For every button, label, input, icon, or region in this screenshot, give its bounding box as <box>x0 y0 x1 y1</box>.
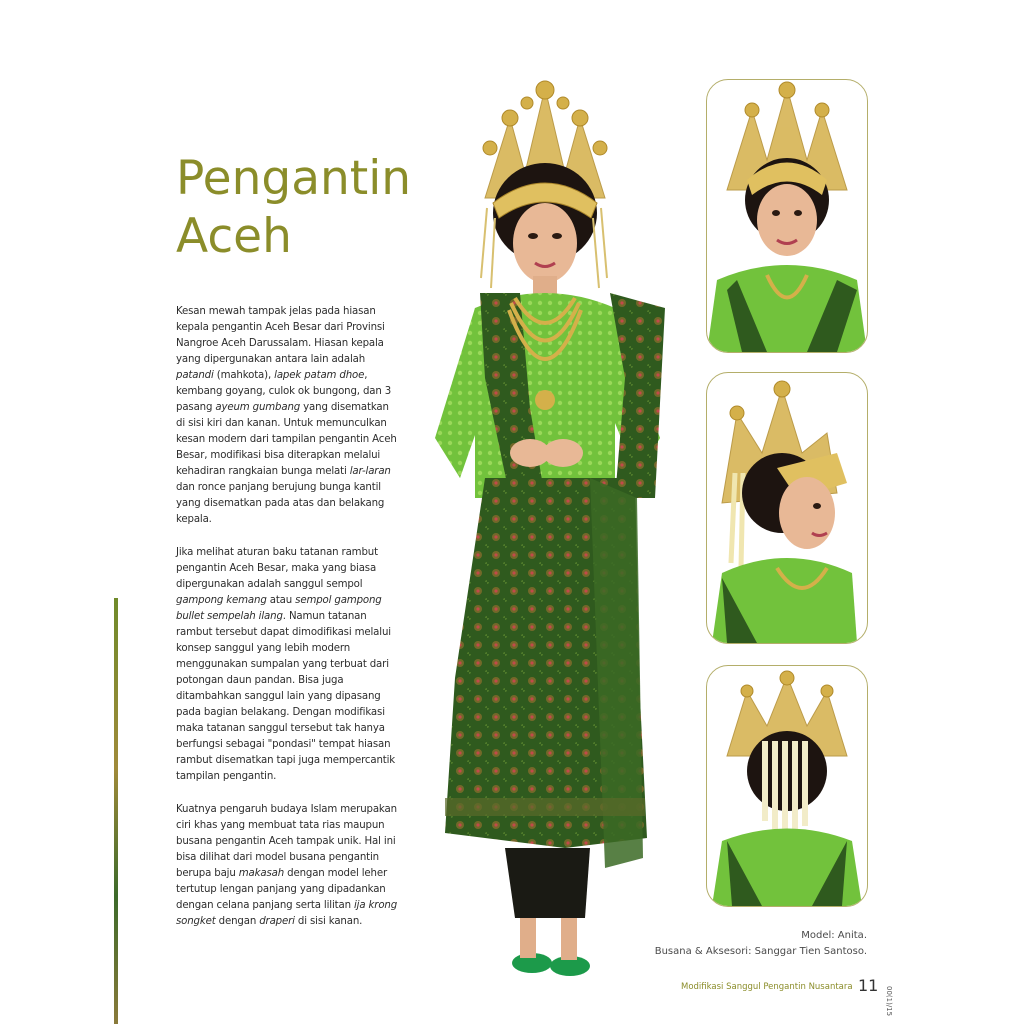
article-paragraph <box>176 802 398 930</box>
page-number: 11 <box>858 976 879 995</box>
text-run: , kembang goyang, culok ok bungong, dan 3 pasang <box>176 370 392 413</box>
article-paragraph <box>176 304 398 528</box>
credit-model: Model: Anita. <box>801 930 867 941</box>
text-run: Jika melihat aturan baku tatanan rambut pengantin Aceh Besar, maka yang biasa dipergunakan adalah sanggul sempol <box>176 547 378 590</box>
text-run: Kuatnya pengaruh budaya Islam merupakan ciri khas yang membuat tata rias maupun busana pengantin Aceh tampak unik. Hal ini bisa dilihat dari model busana pengantin berupa baju <box>176 804 397 879</box>
article-paragraph <box>176 545 398 785</box>
thumb-side-profile <box>706 372 868 644</box>
italic-term: lapek patam dhoe <box>274 370 365 381</box>
page-spine-strip <box>114 598 118 1024</box>
text-run: (mahkota), <box>213 370 275 381</box>
text-run: dengan <box>215 916 260 927</box>
title-line-1: Pengantin <box>176 151 412 206</box>
italic-term: gampong kemang <box>176 595 267 606</box>
italic-term: lar-laran <box>349 466 391 477</box>
main-bride-photo <box>415 78 695 998</box>
thumb-back-view <box>706 665 868 907</box>
italic-term: sempol gampong bullet sempelah ilang <box>176 595 382 622</box>
page-title <box>176 150 436 266</box>
italic-term: makasah <box>238 868 285 879</box>
italic-term: draperi <box>259 916 295 927</box>
credit-busana: Busana & Aksesori: Sanggar Tien Santoso. <box>654 946 867 957</box>
italic-term: ayeum gumbang <box>215 402 301 413</box>
italic-term: patandi <box>176 370 214 381</box>
photo-credits <box>655 928 867 960</box>
text-run: di sisi kanan. <box>294 916 363 927</box>
article-body <box>176 304 398 947</box>
side-print-code: 00(1)/15 <box>885 986 893 1017</box>
text-run: dengan model leher tertutup lengan panjang yang dipadankan dengan celana panjang serta lilitan <box>176 868 388 911</box>
thumb-front-portrait <box>706 79 868 353</box>
text-run: atau <box>266 595 296 606</box>
title-line-2: Aceh <box>176 209 292 264</box>
text-run: dan ronce panjang berujung bunga kantil yang disematkan pada atas dan belakang kepala. <box>176 482 385 525</box>
footer-book-title: Modifikasi Sanggul Pengantin Nusantara <box>681 982 853 992</box>
text-run: yang disematkan di sisi kiri dan kanan. Untuk memunculkan kesan modern dari tampilan pengantin Aceh Besar, modifikasi bisa diterapkan melalui kehadiran rangkaian bunga melati <box>176 402 397 477</box>
text-run: . Namun tatanan rambut tersebut dapat dimodifikasi melalui konsep sanggul yang lebih modern menggunakan sumpalan yang terbuat dari potongan daun pandan. Bisa juga ditambahkan sanggul lain yang dipasang pada bagian belakang. Dengan modifikasi maka tatanan sanggul tersebut tak hanya berfungsi sebagai "pondasi" tempat hiasan rambut disematkan tapi juga mempercantik tampilan pengantin. <box>176 611 396 782</box>
text-run: Kesan mewah tampak jelas pada hiasan kepala pengantin Aceh Besar dari Provinsi Nangroe Aceh Darussalam. Hiasan kepala yang dipergunakan antara lain adalah <box>176 306 385 365</box>
italic-term: ija krong songket <box>176 900 398 927</box>
